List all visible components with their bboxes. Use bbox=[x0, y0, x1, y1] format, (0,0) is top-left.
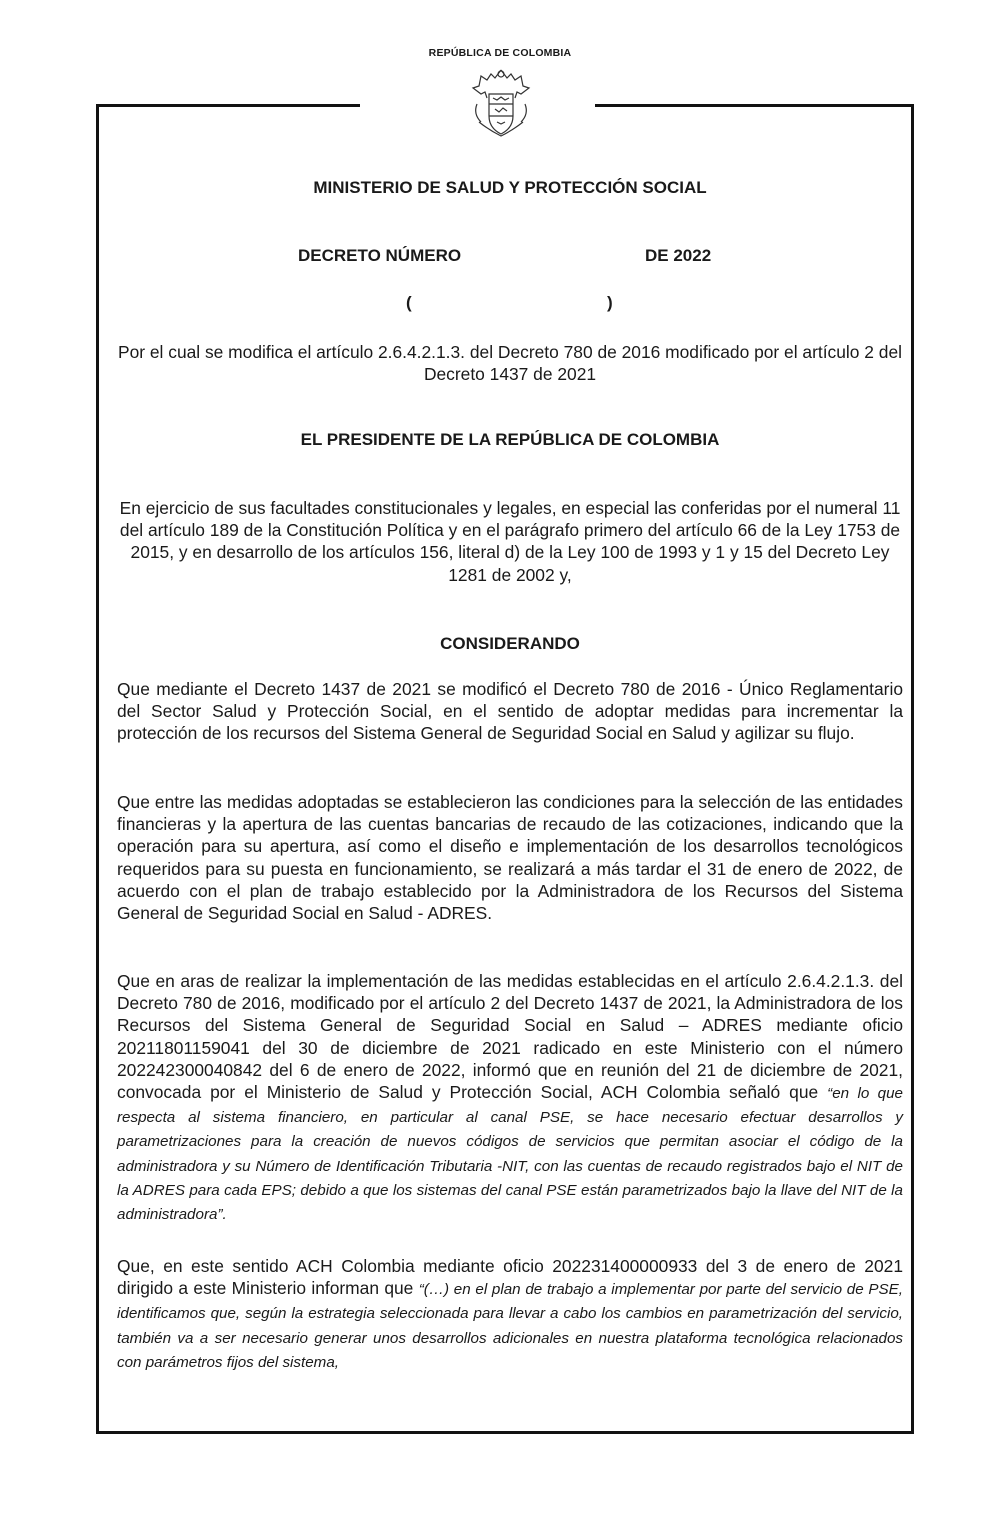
decree-subject: Por el cual se modifica el artículo 2.6.4.2.1.3. del Decreto 780 de 2016 modificado por el artículo 2 del Decreto 1437 de 2021 bbox=[117, 342, 902, 385]
paragraph-3-quote: “en lo que respecta al sistema financiero, en particular al canal PSE, se hace necesario efectuar desarrollos y parametrizaciones para la creación de nuevos códigos de servicios que permitan asociar el código de la administradora y su Número de Identificación Tributaria -NIT, con las cuentas de recaudo registrados bajo el NIT de la ADRES para cada EPS; debido a que los sistemas del canal PSE están parametrizados bajo la llave del NIT de la administradora”. bbox=[117, 1085, 903, 1224]
coat-of-arms-icon bbox=[463, 64, 539, 140]
decree-number-close-paren: ) bbox=[607, 293, 613, 312]
decree-number-label: DECRETO NÚMERO bbox=[298, 246, 462, 265]
frame-top-left-border bbox=[96, 104, 360, 107]
frame-left-border bbox=[96, 104, 99, 1434]
republic-label: REPÚBLICA DE COLOMBIA bbox=[428, 47, 572, 59]
considering-paragraph-2: Que entre las medidas adoptadas se establecieron las condiciones para la selección de las entidades financieras y la apertura de las cuentas bancarias de recaudo de las cotizaciones, indicando que la operación para su apertura, así como el diseño e implementación de los desarrollos tecnológicos requeridos para su puesta en funcionamiento, se realizará a más tardar el 31 de enero de 2022, de acuerdo con el plan de trabajo establecido por la Administradora de los Recursos del Sistema General de Seguridad Social en Salud - ADRES. bbox=[117, 792, 903, 924]
frame-bottom-border bbox=[96, 1431, 914, 1434]
president-heading: EL PRESIDENTE DE LA REPÚBLICA DE COLOMBIA bbox=[300, 430, 720, 449]
decree-year-label: DE 2022 bbox=[645, 246, 712, 265]
decree-number-open-paren: ( bbox=[406, 293, 412, 312]
paragraph-4-quote: “(…) en el plan de trabajo a implementar por parte del servicio de PSE, identificamos que, según la estrategia seleccionada para llevar a cabo los cambios en parametrización del servicio, también va a ser necesario generar unos desarrollos adicionales en nuestra plataforma tecnológica relacionados con parámetros fijos del sistema, bbox=[117, 1281, 903, 1371]
powers-paragraph: En ejercicio de sus facultades constitucionales y legales, en especial las conferidas por el numeral 11 del artículo 189 de la Constitución Política y en el parágrafo primero del artículo 66 de la Ley 1753 de 2015, y en desarrollo de los artículos 156, literal d) de la Ley 100 de 1993 y 1 y 15 del Decreto Ley 1281 de 2002 y, bbox=[119, 498, 901, 585]
considering-paragraph-1: Que mediante el Decreto 1437 de 2021 se modificó el Decreto 780 de 2016 - Único Reglamentario del Sector Salud y Protección Social, en el sentido de adoptar medidas para incrementar la protección de los recursos del Sistema General de Seguridad Social en Salud y agilizar su flujo. bbox=[117, 679, 903, 744]
frame-right-border bbox=[911, 104, 914, 1434]
considering-heading: CONSIDERANDO bbox=[440, 634, 580, 653]
considering-paragraph-4 bbox=[117, 1255, 903, 1374]
paragraph-4-text: Que, en este sentido ACH Colombia mediante oficio 202231400000933 del 3 de enero de 2021 dirigido a este Ministerio informan que bbox=[117, 1256, 903, 1299]
considering-paragraph-3 bbox=[117, 970, 903, 1226]
frame-top-right-border bbox=[595, 104, 914, 107]
ministry-title: MINISTERIO DE SALUD Y PROTECCIÓN SOCIAL bbox=[313, 178, 707, 197]
paragraph-3-text: Que en aras de realizar la implementación de las medidas establecidas en el artículo 2.6.4.2.1.3. del Decreto 780 de 2016, modificado por el artículo 2 del Decreto 1437 de 2021, la Administradora de los Recursos del Sistema General de Seguridad Social en Salud – ADRES mediante oficio 20211801159041 del 30 de diciembre de 2021 radicado en este Ministerio con el número 202242300040842 del 6 de enero de 2022, informó que en reunión del 21 de diciembre de 2021, convocada por el Ministerio de Salud y Protección Social, ACH Colombia señaló que bbox=[117, 971, 903, 1103]
